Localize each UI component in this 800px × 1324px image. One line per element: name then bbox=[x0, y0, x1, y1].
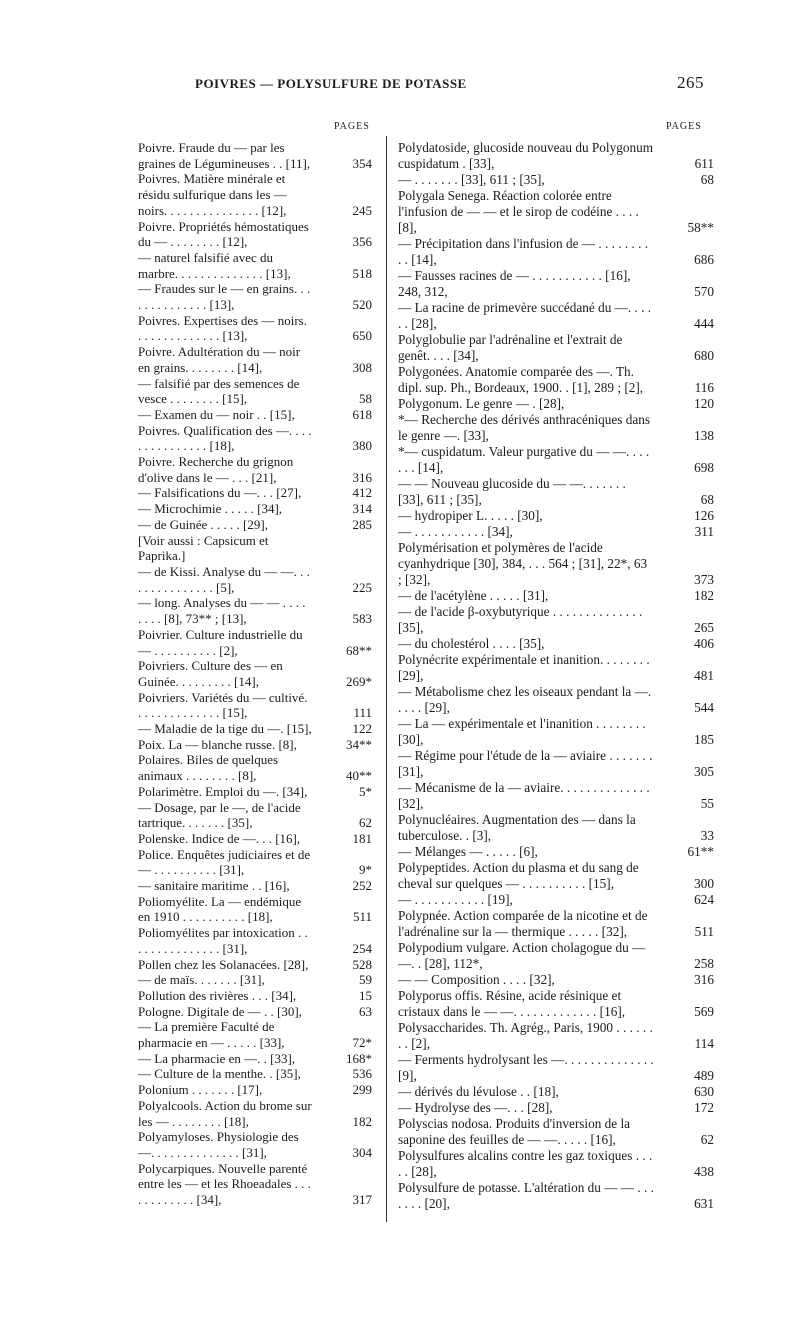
index-entry-page: 33 bbox=[700, 828, 714, 843]
index-entry bbox=[398, 1180, 714, 1212]
index-entry bbox=[138, 423, 372, 454]
index-entry-text: Polynucléaires. Augmentation des — dans la tuberculose. . [3], bbox=[398, 812, 636, 843]
index-entry-page: 520 bbox=[352, 297, 372, 313]
index-entry-text: Polyscias nodosa. Produits d'inversion de la saponine des feuilles de — —. . . . . [16], bbox=[398, 1116, 631, 1147]
index-entry-text: Polaires. Biles de quelques animaux . . . . . . . . [8], bbox=[138, 752, 279, 784]
index-entry-text: Polyamyloses. Physiologie des —. . . . . . . . . . . . . . [31], bbox=[138, 1129, 299, 1160]
index-entry-page: 438 bbox=[694, 1164, 714, 1179]
index-entry-page: 314 bbox=[352, 501, 372, 517]
index-entry-text: — de Guinée . . . . . [29], bbox=[138, 516, 268, 532]
index-entry-page: 511 bbox=[694, 924, 714, 939]
index-entry bbox=[398, 508, 714, 524]
index-entry bbox=[138, 407, 372, 423]
pages-label-right: PAGES bbox=[666, 121, 702, 132]
index-entry-page: 269* bbox=[346, 673, 372, 689]
index-entry-text: — hydropiper L. . . . . [30], bbox=[398, 508, 543, 523]
index-entry-page: 68 bbox=[700, 172, 714, 187]
index-entry-text: Poliomyélites par intoxication . . . . . . . . . . . . . . . [31], bbox=[138, 925, 308, 956]
index-entry-text: Polyglobulie par l'adrénaline et l'extrait de genêt. . . . [34], bbox=[398, 332, 623, 363]
index-entry bbox=[398, 892, 714, 908]
index-entry-page: 68 bbox=[700, 492, 714, 507]
index-entry-page: 305 bbox=[694, 764, 714, 779]
index-entry-text: Polygonum. Le genre — . [28], bbox=[398, 396, 565, 411]
index-entry-page: 58 bbox=[359, 391, 372, 407]
index-entry-page: 126 bbox=[694, 508, 714, 523]
index-entry-text: Polysulfures alcalins contre les gaz toxiques . . . . . [28], bbox=[398, 1148, 653, 1179]
index-entry-page: 181 bbox=[352, 830, 372, 846]
index-entry bbox=[398, 1084, 714, 1100]
index-entry-text: — La première Faculté de pharmacie en — . . . . . [33], bbox=[138, 1019, 285, 1051]
index-entry-text: Polymérisation et polymères de l'acide cyanhydrique [30], 384, . . . 564 ; [31], 22*, 63 ; [32], bbox=[398, 540, 648, 587]
index-entry bbox=[138, 957, 372, 973]
index-entry bbox=[398, 652, 714, 684]
index-entry-text: — falsifié par des semences de vesce . . . . . . . . [15], bbox=[138, 375, 300, 407]
index-entry-page: 258 bbox=[694, 956, 714, 971]
index-entry-page: 444 bbox=[694, 316, 714, 331]
index-entry bbox=[398, 1020, 714, 1052]
index-entry-page: 316 bbox=[352, 469, 372, 485]
index-entry-page: 481 bbox=[694, 668, 714, 683]
index-entry-page: 182 bbox=[352, 1113, 372, 1129]
index-entry bbox=[398, 364, 714, 396]
index-entry-page: 311 bbox=[694, 524, 714, 539]
index-entry bbox=[138, 564, 372, 595]
index-entry bbox=[138, 721, 372, 737]
index-entry bbox=[138, 847, 372, 878]
pages-label-left: PAGES bbox=[334, 121, 370, 132]
index-entry bbox=[138, 737, 372, 753]
index-entry bbox=[398, 268, 714, 300]
index-entry-text: Poivre. Propriétés hémostatiques du — . . . . . . . . [12], bbox=[138, 218, 309, 250]
index-entry bbox=[138, 972, 372, 988]
index-entry-text: Polynécrite expérimentale et inanition. . . . . . . . [29], bbox=[398, 652, 650, 683]
index-entry-text: Poix. La — blanche russe. [8], bbox=[138, 736, 297, 752]
index-entry bbox=[138, 454, 372, 485]
index-entry bbox=[138, 988, 372, 1004]
index-entry-page: 252 bbox=[352, 878, 372, 894]
index-entry bbox=[138, 1082, 372, 1098]
index-entry-page: 55 bbox=[700, 796, 714, 811]
index-entry bbox=[398, 988, 714, 1020]
index-entry bbox=[398, 636, 714, 652]
index-entry bbox=[398, 860, 714, 892]
index-entry-page: 285 bbox=[352, 516, 372, 532]
index-entry-text: Polypeptides. Action du plasma et du sang de cheval sur quelques — . . . . . . . . . . [15], bbox=[398, 860, 639, 891]
index-entry bbox=[398, 412, 714, 444]
index-entry-page: 15 bbox=[359, 987, 372, 1003]
index-entry-page: 317 bbox=[352, 1192, 372, 1208]
index-entry-text: Police. Enquêtes judiciaires et de — . . . . . . . . . . [31], bbox=[138, 846, 311, 878]
index-entry-text: Poivre. Recherche du grignon d'olive dans le — . . . [21], bbox=[138, 454, 294, 485]
index-entry-text: — La — expérimentale et l'inanition . . . . . . . . [30], bbox=[398, 716, 646, 747]
index-entry-text: Poivres. Expertises des — noirs. . . . . . . . . . . . . . [13], bbox=[138, 312, 307, 344]
index-entry-page: 631 bbox=[694, 1196, 714, 1211]
index-entry-text: — long. Analyses du — — . . . . . . . . [8], 73** ; [13], bbox=[138, 595, 306, 627]
index-entry-text: — de maïs. . . . . . . [31], bbox=[138, 972, 265, 988]
index-entry-page: 518 bbox=[352, 265, 372, 281]
index-entry-text: Polygala Senega. Réaction colorée entre l'infusion de — — et le sirop de codéine . . . . [8], bbox=[398, 188, 639, 235]
index-entry-text: Poivriers. Variétés du — cultivé. . . . . . . . . . . . . . [15], bbox=[138, 689, 308, 721]
index-entry bbox=[138, 831, 372, 847]
index-entry-page: 59 bbox=[359, 972, 372, 988]
index-entry-page: 356 bbox=[352, 234, 372, 250]
index-entry-page: 61** bbox=[687, 844, 714, 859]
index-entry bbox=[138, 501, 372, 517]
index-entry bbox=[138, 171, 372, 218]
index-entry-text: Poliomyélite. La — endémique en 1910 . . . . . . . . . . [18], bbox=[138, 893, 302, 925]
index-entry-page: 9* bbox=[359, 862, 372, 878]
index-entry-text: — Régime pour l'étude de la — aviaire . . . . . . . [31], bbox=[398, 748, 653, 779]
index-entry bbox=[138, 1098, 372, 1129]
index-entry-page: 650 bbox=[352, 328, 372, 344]
index-entry-page: 583 bbox=[352, 611, 372, 627]
index-entry-page: 185 bbox=[694, 732, 714, 747]
index-entry-text: — . . . . . . . . . . . [34], bbox=[398, 524, 513, 539]
index-entry-text: *— cuspidatum. Valeur purgative du — —. . . . . . . [14], bbox=[398, 444, 650, 475]
index-entry-text: Polysulfure de potasse. L'altération du — — . . . . . . . [20], bbox=[398, 1180, 654, 1211]
index-entry-text: Polypodium vulgare. Action cholagogue du — —. . [28], 112*, bbox=[398, 940, 646, 971]
index-entry-page: 114 bbox=[694, 1036, 714, 1051]
column-divider bbox=[386, 136, 387, 1222]
index-entry-page: 304 bbox=[352, 1145, 372, 1160]
index-entry-page: 72* bbox=[352, 1035, 372, 1051]
index-entry-page: 528 bbox=[352, 956, 372, 972]
index-entry bbox=[138, 925, 372, 956]
index-entry-page: 611 bbox=[694, 156, 714, 171]
index-entry-page: 63 bbox=[359, 1003, 372, 1019]
index-entry bbox=[398, 300, 714, 332]
index-entry bbox=[138, 1004, 372, 1020]
index-entry bbox=[398, 748, 714, 780]
index-entry bbox=[138, 894, 372, 925]
index-entry-page: 168* bbox=[346, 1050, 372, 1066]
index-entry-page: 316 bbox=[694, 972, 714, 987]
index-entry-page: 138 bbox=[694, 428, 714, 443]
index-entry-text: Pollen chez les Solanacées. [28], bbox=[138, 956, 309, 972]
index-entry-text: *— Recherche des dérivés anthracéniques dans le genre —. [33], bbox=[398, 412, 651, 443]
index-entry-text: — La pharmacie en —. . [33], bbox=[138, 1050, 296, 1066]
index-entry-text: Polyalcools. Action du brome sur les — . . . . . . . . [18], bbox=[138, 1097, 312, 1129]
index-entry-text: — de l'acétylène . . . . . [31], bbox=[398, 588, 549, 603]
index-entry-page: 245 bbox=[352, 202, 372, 218]
index-entry-page: 225 bbox=[352, 579, 372, 595]
index-entry-page: 489 bbox=[694, 1068, 714, 1083]
index-entry-text: — Hydrolyse des —. . . [28], bbox=[398, 1100, 553, 1115]
index-entry-text: — . . . . . . . [33], 611 ; [35], bbox=[398, 172, 545, 187]
index-entry-page: 172 bbox=[694, 1100, 714, 1115]
index-entry-text: — La racine de primevère succédané du —. . . . . . [28], bbox=[398, 300, 652, 331]
index-entry-text: Polycarpiques. Nouvelle parenté entre les — et les Rhoeadales . . . . . . . . . . . . [34], bbox=[138, 1160, 311, 1208]
index-entry bbox=[398, 524, 714, 540]
index-entry bbox=[398, 236, 714, 268]
index-entry-text: — Maladie de la tige du —. [15], bbox=[138, 721, 312, 737]
index-column-right bbox=[398, 140, 714, 1212]
index-entry bbox=[138, 485, 372, 501]
index-entry bbox=[138, 344, 372, 375]
index-entry-page: 299 bbox=[352, 1082, 372, 1098]
index-entry-page: 380 bbox=[352, 438, 372, 454]
index-entry-text: Polenske. Indice de —. . . [16], bbox=[138, 830, 301, 846]
index-entry-text: Pologne. Digitale de — . . [30], bbox=[138, 1003, 302, 1019]
index-entry-page: 120 bbox=[694, 396, 714, 411]
index-entry-page: 544 bbox=[694, 700, 714, 715]
index-entry bbox=[398, 844, 714, 860]
index-entry-text: [Voir aussi : Capsicum et Paprika.] bbox=[138, 532, 269, 564]
index-entry-page: 536 bbox=[352, 1066, 372, 1082]
index-entry bbox=[398, 940, 714, 972]
index-entry-page: 58** bbox=[687, 220, 714, 235]
index-entry bbox=[138, 250, 372, 281]
index-entry-text: — Dosage, par le —, de l'acide tartrique. . . . . . . [35], bbox=[138, 799, 301, 831]
index-entry bbox=[138, 627, 372, 658]
index-entry-text: — de l'acide β-oxybutyrique . . . . . . . . . . . . . . [35], bbox=[398, 604, 643, 635]
index-entry-text: Polysaccharides. Th. Agrég., Paris, 1900 . . . . . . . . [2], bbox=[398, 1020, 653, 1051]
index-entry-page: 570 bbox=[694, 284, 714, 299]
index-entry bbox=[398, 172, 714, 188]
index-entry-page: 680 bbox=[694, 348, 714, 363]
index-entry-page: 34** bbox=[346, 736, 372, 752]
index-entry-text: Pollution des rivières . . . [34], bbox=[138, 987, 297, 1003]
index-entry bbox=[138, 313, 372, 344]
index-entry bbox=[398, 972, 714, 988]
index-entry bbox=[398, 604, 714, 636]
index-entry-page: 624 bbox=[694, 892, 714, 907]
index-entry-page: 630 bbox=[694, 1084, 714, 1099]
index-entry-text: — Falsifications du —. . . [27], bbox=[138, 485, 302, 501]
index-entry-page: 5* bbox=[359, 783, 372, 799]
index-entry-page: 308 bbox=[352, 359, 372, 375]
index-entry bbox=[398, 188, 714, 236]
index-entry-page: 618 bbox=[352, 406, 372, 422]
index-entry-text: Poivrier. Culture industrielle du — . . . . . . . . . . [2], bbox=[138, 626, 303, 658]
index-entry-page: 122 bbox=[352, 721, 372, 737]
index-entry bbox=[398, 684, 714, 716]
index-entry-text: Polypnée. Action comparée de la nicotine et de l'adrénaline sur la — thermique . . . . . [32], bbox=[398, 908, 648, 939]
index-entry-text: Poivre. Adultération du — noir en grains. . . . . . . . [14], bbox=[138, 344, 301, 375]
index-entry bbox=[138, 752, 372, 783]
index-entry bbox=[138, 1066, 372, 1082]
index-entry-page: 698 bbox=[694, 460, 714, 475]
index-entry-page: 254 bbox=[352, 940, 372, 956]
index-entry bbox=[138, 1129, 372, 1160]
index-entry-page: 62 bbox=[359, 815, 372, 831]
index-entry bbox=[398, 444, 714, 476]
index-entry-page: 68** bbox=[346, 642, 372, 658]
index-entry bbox=[398, 1100, 714, 1116]
index-entry bbox=[398, 716, 714, 748]
index-entry-page: 406 bbox=[694, 636, 714, 651]
index-entry-text: — Fausses racines de — . . . . . . . . . . . [16], 248, 312, bbox=[398, 268, 631, 299]
index-entry-text: — Culture de la menthe. . [35], bbox=[138, 1066, 301, 1082]
index-entry-page: 300 bbox=[694, 876, 714, 891]
index-entry-text: — de Kissi. Analyse du — —. . . . . . . . . . . . . . . [5], bbox=[138, 563, 310, 595]
index-entry-page: 686 bbox=[694, 252, 714, 267]
index-entry bbox=[398, 396, 714, 412]
index-entry bbox=[138, 281, 372, 312]
index-entry bbox=[138, 595, 372, 626]
index-entry bbox=[138, 690, 372, 721]
index-entry-page: 116 bbox=[694, 380, 714, 395]
index-entry bbox=[138, 1051, 372, 1067]
index-entry bbox=[138, 533, 372, 564]
index-entry-text: Polygonées. Anatomie comparée des —. Th. dipl. sup. Ph., Bordeaux, 1900. . [1], 289 ; [2], bbox=[398, 364, 644, 395]
index-entry bbox=[398, 540, 714, 588]
index-entry-page: 511 bbox=[352, 909, 372, 925]
index-entry-text: Poivre. Fraude du — par les graines de Légumineuses . . [11], bbox=[138, 140, 311, 171]
index-entry bbox=[138, 219, 372, 250]
index-entry bbox=[398, 140, 714, 172]
index-entry bbox=[398, 1052, 714, 1084]
index-entry-text: — Mélanges — . . . . . [6], bbox=[398, 844, 538, 859]
index-entry bbox=[138, 878, 372, 894]
index-entry bbox=[138, 1161, 372, 1208]
index-entry bbox=[138, 784, 372, 800]
index-column-left bbox=[138, 140, 372, 1208]
index-entry-text: Poivres. Qualification des —. . . . . . . . . . . . . . . [18], bbox=[138, 422, 312, 454]
index-entry-text: Polonium . . . . . . . [17], bbox=[138, 1082, 263, 1098]
index-entry bbox=[398, 332, 714, 364]
index-entry bbox=[398, 780, 714, 812]
index-entry-text: Poivriers. Culture des — en Guinée. . . . . . . . . [14], bbox=[138, 658, 283, 689]
index-entry bbox=[138, 800, 372, 831]
index-entry-page: 182 bbox=[694, 588, 714, 603]
index-entry-text: — . . . . . . . . . . . [19], bbox=[398, 892, 513, 907]
index-entry-text: — Précipitation dans l'infusion de — . . . . . . . . . . [14], bbox=[398, 236, 649, 267]
index-entry bbox=[398, 476, 714, 508]
index-entry-page: 111 bbox=[353, 705, 372, 721]
index-entry-text: — — Nouveau glucoside du — —. . . . . . . [33], 611 ; [35], bbox=[398, 476, 626, 507]
index-entry-text: — sanitaire maritime . . [16], bbox=[138, 878, 290, 894]
index-entry bbox=[398, 588, 714, 604]
index-entry bbox=[138, 517, 372, 533]
index-entry-text: — du cholestérol . . . . [35], bbox=[398, 636, 545, 651]
index-entry-text: — Ferments hydrolysant les —. . . . . . . . . . . . . . [9], bbox=[398, 1052, 654, 1083]
index-entry-text: — Microchimie . . . . . [34], bbox=[138, 501, 283, 517]
index-entry-text: — Fraudes sur le — en grains. . . . . . . . . . . . . . [13], bbox=[138, 281, 311, 313]
index-entry bbox=[138, 1019, 372, 1050]
index-entry-text: — Métabolisme chez les oiseaux pendant la —. . . . . [29], bbox=[398, 684, 652, 715]
index-entry-text: Poivres. Matière minérale et résidu sulfurique dans les — noirs. . . . . . . . . . . . . . . [12], bbox=[138, 171, 287, 218]
index-entry-page: 354 bbox=[352, 155, 372, 171]
index-entry-page: 569 bbox=[694, 1004, 714, 1019]
index-entry-page: 62 bbox=[700, 1132, 714, 1147]
index-entry bbox=[138, 140, 372, 171]
index-entry-text: Polarimètre. Emploi du —. [34], bbox=[138, 783, 308, 799]
index-entry bbox=[138, 658, 372, 689]
index-entry-text: — Mécanisme de la — aviaire. . . . . . . . . . . . . . [32], bbox=[398, 780, 650, 811]
index-entry-page: 412 bbox=[352, 485, 372, 501]
index-entry-page: 265 bbox=[694, 620, 714, 635]
index-entry-page: 373 bbox=[694, 572, 714, 587]
index-entry bbox=[398, 908, 714, 940]
running-title: POIVRES — POLYSULFURE DE POTASSE bbox=[195, 76, 467, 91]
index-entry-page: 40** bbox=[346, 768, 372, 784]
index-entry-text: — Examen du — noir . . [15], bbox=[138, 406, 295, 422]
index-entry bbox=[138, 376, 372, 407]
index-entry bbox=[398, 1148, 714, 1180]
index-entry-text: — naturel falsifié avec du marbre. . . . . . . . . . . . . . [13], bbox=[138, 249, 291, 281]
index-entry-text: — dérivés du lévulose . . [18], bbox=[398, 1084, 559, 1099]
index-entry bbox=[398, 812, 714, 844]
index-entry-text: — — Composition . . . . [32], bbox=[398, 972, 555, 987]
index-entry-text: Polyporus offis. Résine, acide résinique et cristaux dans le — —. . . . . . . . . . . . . [16], bbox=[398, 988, 626, 1019]
page-number: 265 bbox=[677, 73, 704, 92]
index-entry bbox=[398, 1116, 714, 1148]
index-entry-text: Polydatoside, glucoside nouveau du Polygonum cuspidatum . [33], bbox=[398, 140, 654, 171]
